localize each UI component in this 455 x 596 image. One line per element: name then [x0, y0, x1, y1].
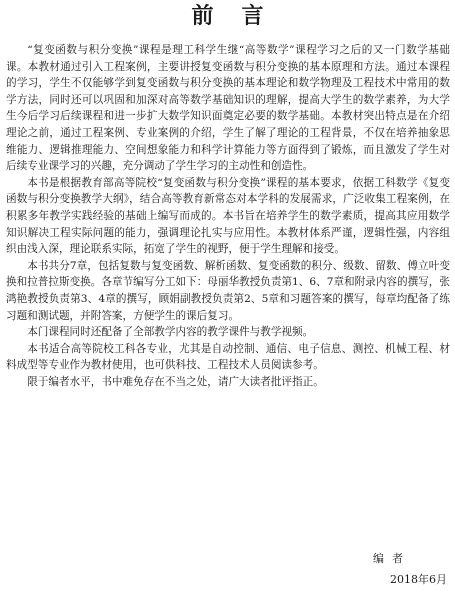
paragraph-contents: 本书共分7章，包括复数与复变函数、解析函数、复变函数的积分、级数、留数、傅立叶变换和拉普拉斯变换。各章节编写分工如下：母丽华教授负责第1、6、7章和附录内容的撰写，张鸿艳教授负责第3、4章的撰写，顾娟副教授负责第2、5章和习题答案的撰写，每章均配备了练习题和测试题，并附答案，方便学生的课后复习。: [6, 259, 450, 322]
paragraph-intro: “复变函数与积分变换”课程是理工科学生继“高等数学”课程学习之后的又一门数学基础课。本教材通过引入工程案例，主要讲授复变函数与积分变换的基本原理和方法。通过本课程的学习，学生不仅能够学到复变函数与积分变换的基本理论和数学物理及工程技术中常用的数学方法，同时还可以巩固和加深对高等数学基础知识的理解，提高大学生的数学素养，为大学生今后学习后续课程和进一步扩大数学知识面奠定必要的数学基础。本教材突出特点是在介绍理论之前，通过工程案例、专业案例的介绍，学生了解了理论的工程背景，不仅在培养抽象思维能力、逻辑推理能力、空间想象能力和科学计算能力等方面得到了锻炼，而且激发了学生对后续专业课学习的兴趣，充分调动了学生学习的主动性和创造性。: [6, 44, 450, 173]
paragraph-closing: 限于编者水平，书中难免存在不当之处，请广大读者批评指正。: [27, 375, 324, 388]
paragraph-basis: 本书是根据教育部高等院校“复变函数与积分变换”课程的基本要求，依据工科数学《复变函数与积分变换教学大纲》，结合高等教育新常态对本学科的发展需求，广泛收集工程案例，在积累多年教学实践经验的基础上编写而成的。本书旨在培养学生的数学素质，提高其应用数学知识解决工程实际问题的能力，强调理论扎实与应用性。本教材体系严谨，逻辑性强，内容组织由浅入深，理论联系实际，拓宽了学生的视野，便于学生理解和接受。: [6, 176, 450, 256]
paragraph-audience: 本书适合高等院校工科各专业，尤其是自动控制、通信、电子信息、测控、机械工程、材料成型等专业作为教材使用，也可供科技、工程技术人员阅读参考。: [6, 342, 450, 372]
page-title: 前言: [191, 4, 292, 29]
preface-date: 2018年6月: [390, 573, 447, 586]
author-signature: 编者: [373, 552, 411, 565]
preface-body: [6, 42, 450, 390]
paragraph-courseware: 本门课程同时还配备了全部教学内容的教学课件与教学视频。: [27, 326, 314, 339]
